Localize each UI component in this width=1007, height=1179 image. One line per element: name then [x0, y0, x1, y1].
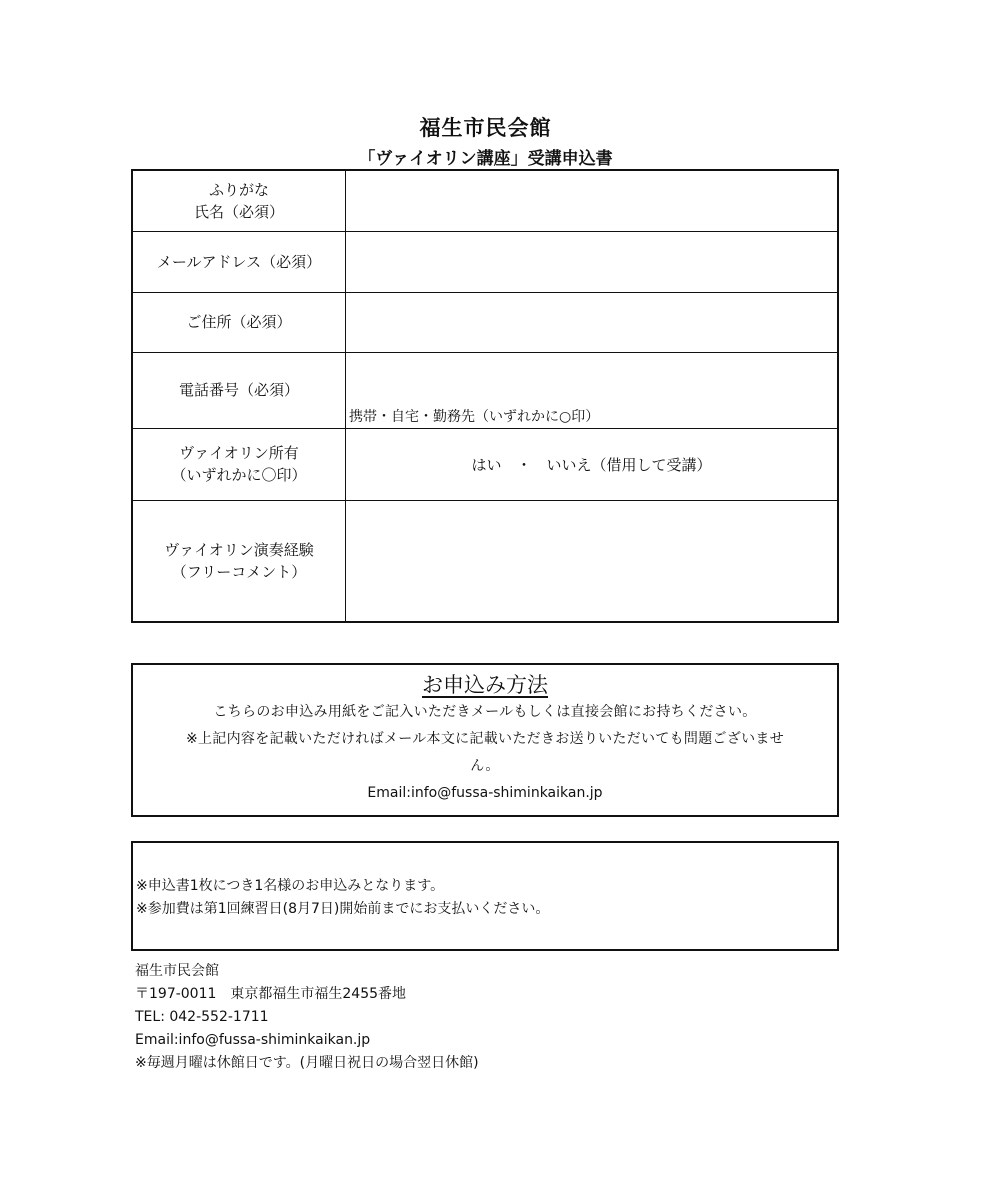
- form-row-phone: [132, 352, 838, 428]
- form-row-email: [132, 231, 838, 292]
- name-label: 氏名（必須）: [193, 202, 284, 221]
- method-email-link[interactable]: Email:info@fussa-shiminkaikan.jp: [367, 785, 603, 801]
- footer-venue-name: 福生市民会館: [135, 963, 219, 979]
- phone-input-cell[interactable]: [346, 352, 839, 428]
- footer-tel: TEL: 042-552-1711: [135, 1009, 269, 1025]
- violin-ownership-label-cell: [132, 428, 346, 500]
- footer-closed-note: ※毎週月曜は休館日です。(月曜日祝日の場合翌日休館): [135, 1055, 479, 1071]
- experience-label-cell: [132, 500, 346, 622]
- form-subtitle: 「ヴァイオリン講座」受講申込書: [358, 149, 613, 169]
- name-input-cell[interactable]: [346, 170, 839, 231]
- address-input-cell[interactable]: [346, 292, 839, 352]
- form-row-name: [132, 170, 838, 231]
- email-input-cell[interactable]: [346, 231, 839, 292]
- notes-box: [131, 841, 839, 951]
- footer-contact: [135, 960, 479, 1075]
- furigana-label: ふりがな: [208, 180, 269, 199]
- page-title: 福生市民会館: [419, 116, 552, 140]
- violin-ownership-instruction: （いずれかに〇印）: [171, 466, 307, 484]
- experience-label: ヴァイオリン演奏経験: [164, 540, 314, 559]
- method-heading: お申込み方法: [422, 673, 548, 697]
- experience-input-cell[interactable]: [346, 500, 839, 622]
- method-note-line-1: ※上記内容を記載いただければメール本文に記載いただきお送りいただいても問題ございませ: [185, 731, 785, 747]
- footer-email[interactable]: Email:info@fussa-shiminkaikan.jp: [135, 1032, 371, 1048]
- form-row-experience: [132, 500, 838, 622]
- experience-instruction: （フリーコメント）: [171, 562, 307, 581]
- name-label-cell: [132, 170, 346, 231]
- note-one-per-form: ※申込書1枚につき1名様のお申込みとなります。: [136, 878, 445, 894]
- form-row-address: [132, 292, 838, 352]
- form-row-violin-ownership: [132, 428, 838, 500]
- violin-ownership-label: ヴァイオリン所有: [179, 444, 299, 462]
- email-label: メールアドレス（必須）: [132, 231, 346, 292]
- footer-address: 〒197-0011 東京都福生市福生2455番地: [135, 986, 407, 1002]
- violin-ownership-choice[interactable]: はい ・ いいえ（借用して受講）: [346, 428, 839, 500]
- application-method-box: [131, 663, 839, 817]
- method-note-line-2: ん。: [470, 758, 500, 774]
- phone-label: 電話番号（必須）: [132, 352, 346, 428]
- address-label: ご住所（必須）: [132, 292, 346, 352]
- note-payment-deadline: ※参加費は第1回練習日(8月7日)開始前までにお支払いください。: [136, 901, 550, 917]
- method-instruction: こちらのお申込み用紙をご記入いただきメールもしくは直接会館にお持ちください。: [213, 704, 757, 720]
- phone-type-note: 携帯・自宅・勤務先（いずれかに○印）: [349, 408, 600, 425]
- application-form-table: [131, 169, 839, 623]
